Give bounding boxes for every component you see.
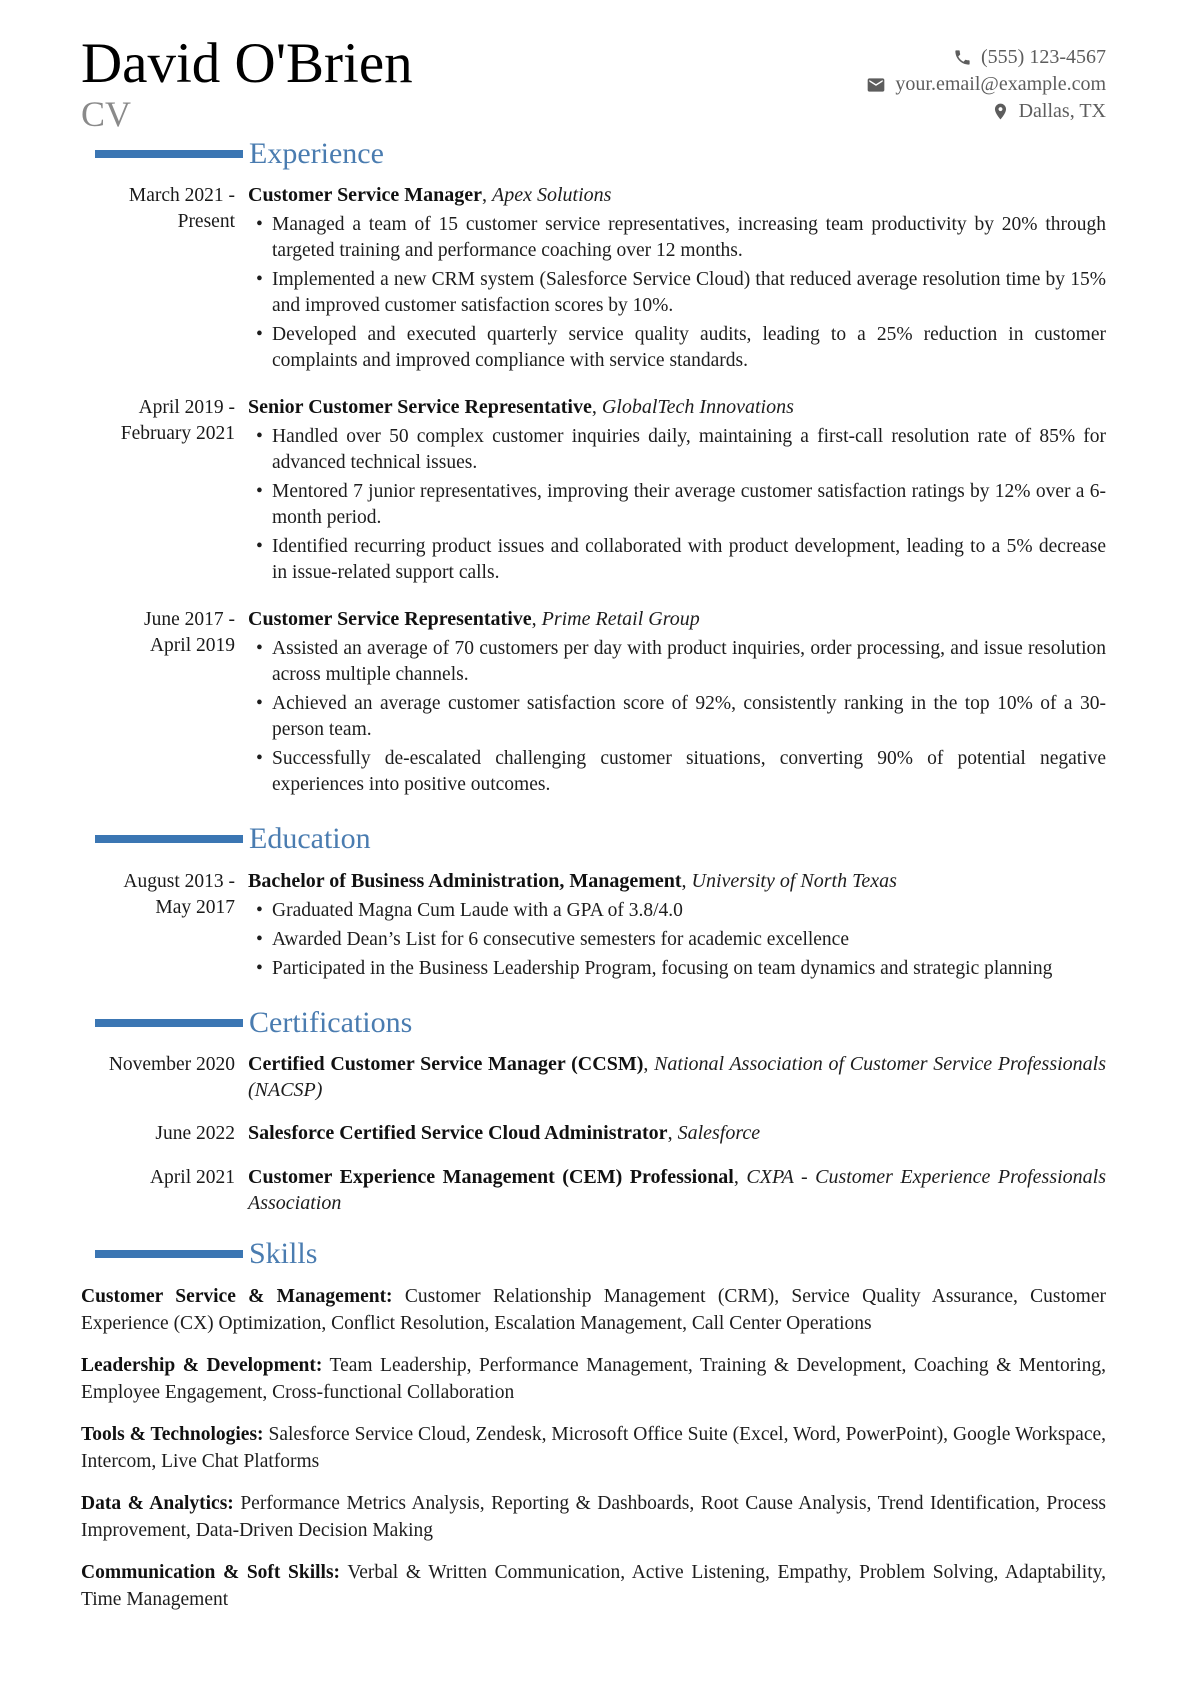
entry-dates	[81, 868, 235, 985]
separator: ,	[531, 608, 542, 631]
bullet-item: • Identified recurring product issues and collaborated with product development, leading to a 5% decrease in issue-related support calls.	[248, 534, 1106, 586]
location-text: Dallas, TX	[1018, 100, 1106, 122]
entry-dates	[81, 182, 235, 377]
contact-row-location	[866, 98, 1106, 125]
entry-date-line: March 2021 -	[128, 185, 235, 207]
institution-name: University of North Texas	[691, 869, 897, 892]
bullet-list	[248, 424, 1106, 586]
skills-group	[81, 1421, 1106, 1475]
subtitle: CV	[81, 94, 132, 135]
section-accent-bar	[95, 835, 243, 843]
bullet-item: • Awarded Dean’s List for 6 consecutive semesters for academic excellence	[248, 927, 1106, 953]
skills-group	[81, 1559, 1106, 1613]
company-name: GlobalTech Innovations	[601, 396, 794, 419]
section-education	[81, 823, 1106, 985]
contact-row-phone	[866, 44, 1106, 71]
entry-title	[248, 182, 1106, 208]
job-title: Senior Customer Service Representative	[248, 396, 592, 419]
entry-dates	[81, 394, 235, 589]
issuer-name: CXPA - Customer Experience Professionals Association	[248, 1166, 1107, 1215]
section-title: Skills	[249, 1237, 318, 1271]
entry-date-line: November 2020	[108, 1054, 235, 1076]
bullet-item: • Handled over 50 complex customer inquiries daily, maintaining a first-call resolution rate of 85% for advanced technical issues.	[248, 424, 1106, 476]
issuer-name: National Association of Customer Service Professionals (NACSP)	[248, 1053, 1106, 1102]
entry-date-line: April 2019	[149, 635, 235, 657]
issuer-name: Salesforce	[677, 1122, 761, 1145]
section-skills	[81, 1238, 1106, 1613]
separator: ,	[681, 869, 692, 892]
skills-group	[81, 1283, 1106, 1337]
phone-icon	[953, 48, 972, 67]
certification-date	[81, 1051, 235, 1103]
bullet-list	[248, 212, 1106, 374]
section-title: Education	[249, 822, 371, 856]
entry-dates	[81, 606, 235, 801]
section-title: Certifications	[249, 1005, 413, 1039]
separator: ,	[482, 184, 493, 207]
company-name: Apex Solutions	[492, 184, 612, 207]
bullet-item: • Assisted an average of 70 customers per day with product inquiries, order processing, and issue resolution across multiple channels.	[248, 636, 1106, 688]
certification-date	[81, 1164, 235, 1216]
bullet-list	[248, 636, 1106, 798]
section-accent-bar	[95, 150, 243, 158]
bullet-item: • Implemented a new CRM system (Salesforce Service Cloud) that reduced average resolution time by 15% and improved customer satisfaction scores by 10%.	[248, 267, 1106, 319]
skills-text: Customer Relationship Management (CRM), Service Quality Assurance, Customer Experience (CX) Optimization, Conflict Resolution, Escalation Management, Call Center Operations	[81, 1285, 1106, 1334]
bullet-item: • Achieved an average customer satisfaction score of 92%, consistently ranking in the top 10% of a 30-person team.	[248, 691, 1106, 743]
bullet-item: • Managed a team of 15 customer service representatives, increasing team productivity by 20% through targeted training and performance coaching over 12 months.	[248, 212, 1106, 264]
separator: ,	[643, 1053, 655, 1076]
section-accent-bar	[95, 1019, 243, 1027]
section-accent-bar	[95, 1250, 243, 1258]
skills-text: Performance Metrics Analysis, Reporting & Dashboards, Root Cause Analysis, Trend Identification, Process Improvement, Data-Driven Decision Making	[81, 1492, 1107, 1541]
entry-date-line: Present	[177, 211, 235, 233]
degree-title: Bachelor of Business Administration, Management	[248, 869, 682, 892]
experience-entry	[81, 606, 1106, 801]
section-experience	[81, 138, 1106, 802]
entry-body	[248, 868, 1106, 985]
experience-entry	[81, 394, 1106, 589]
certification-title: Certified Customer Service Manager (CCSM)	[248, 1053, 644, 1076]
bullet-item: • Participated in the Business Leadership Program, focusing on team dynamics and strategic planning	[248, 956, 1106, 982]
entry-body	[248, 1120, 1106, 1147]
entry-title	[248, 606, 1106, 632]
bullet-item: • Graduated Magna Cum Laude with a GPA of 3.8/4.0	[248, 898, 1106, 924]
job-title: Customer Service Manager	[248, 184, 483, 207]
skills-label: Leadership & Development:	[81, 1354, 323, 1376]
map-pin-icon	[991, 102, 1010, 121]
header	[81, 34, 1106, 135]
contact-block	[866, 44, 1106, 125]
separator: ,	[667, 1122, 678, 1145]
bullet-list	[248, 898, 1106, 982]
certification-date	[81, 1120, 235, 1147]
skills-label: Communication & Soft Skills:	[81, 1561, 341, 1583]
skills-label: Tools & Technologies:	[81, 1423, 264, 1445]
certification-entry	[81, 1051, 1106, 1103]
entry-date-line: February 2021	[120, 423, 235, 445]
skills-text: Salesforce Service Cloud, Zendesk, Microsoft Office Suite (Excel, Word, PowerPoint), Google Workspace, Intercom, Live Chat Platforms	[81, 1423, 1107, 1472]
bullet-item: • Successfully de-escalated challenging customer situations, converting 90% of potential negative experiences into positive outcomes.	[248, 746, 1106, 798]
entry-title	[248, 394, 1106, 420]
entry-date-line: August 2013 -	[123, 870, 235, 892]
skills-group	[81, 1352, 1106, 1406]
bullet-item: • Mentored 7 junior representatives, improving their average customer satisfaction ratings by 12% over a 6-month period.	[248, 479, 1106, 531]
certification-entry	[81, 1120, 1106, 1147]
entry-title	[248, 868, 1106, 894]
section-heading	[81, 1007, 1106, 1039]
job-title: Customer Service Representative	[248, 608, 532, 631]
bullet-item: • Developed and executed quarterly service quality audits, leading to a 25% reduction in customer complaints and improved compliance with service standards.	[248, 322, 1106, 374]
section-certifications	[81, 1007, 1106, 1217]
certification-title: Salesforce Certified Service Cloud Administrator	[248, 1122, 668, 1145]
separator: ,	[733, 1166, 747, 1189]
entry-title	[248, 1120, 1106, 1146]
experience-entry	[81, 182, 1106, 377]
envelope-icon	[866, 75, 886, 95]
email-address: your.email@example.com	[895, 73, 1106, 95]
certification-title: Customer Experience Management (CEM) Professional	[248, 1166, 734, 1189]
entry-title	[248, 1164, 1106, 1216]
section-heading	[81, 138, 1106, 170]
phone-number: (555) 123-4567	[981, 46, 1106, 68]
skills-label: Customer Service & Management:	[81, 1285, 393, 1307]
entry-date-line: April 2019 -	[138, 397, 235, 419]
section-title: Experience	[249, 136, 384, 170]
entry-body	[248, 1051, 1106, 1103]
entry-body	[248, 606, 1106, 801]
entry-date-line: June 2022	[155, 1123, 235, 1145]
entry-date-line: April 2021	[149, 1167, 235, 1189]
skills-group	[81, 1490, 1106, 1544]
section-heading	[81, 1238, 1106, 1270]
entry-date-line: May 2017	[155, 896, 235, 918]
separator: ,	[591, 396, 602, 419]
header-identity	[81, 34, 413, 135]
entry-date-line: June 2017 -	[144, 609, 235, 631]
entry-body	[248, 1164, 1106, 1216]
name: David O'Brien	[81, 32, 413, 95]
skills-label: Data & Analytics:	[81, 1492, 234, 1514]
skills-text: Verbal & Written Communication, Active Listening, Empathy, Problem Solving, Adaptability, Time Management	[81, 1561, 1106, 1610]
contact-row-email	[866, 71, 1106, 98]
education-entry	[81, 868, 1106, 985]
skills-text: Team Leadership, Performance Management, Training & Development, Coaching & Mentoring, Employee Engagement, Cross-functional Collaboration	[81, 1354, 1106, 1403]
certification-entry	[81, 1164, 1106, 1216]
company-name: Prime Retail Group	[541, 608, 700, 631]
entry-title	[248, 1051, 1106, 1103]
section-heading	[81, 823, 1106, 855]
entry-body	[248, 182, 1106, 377]
entry-body	[248, 394, 1106, 589]
